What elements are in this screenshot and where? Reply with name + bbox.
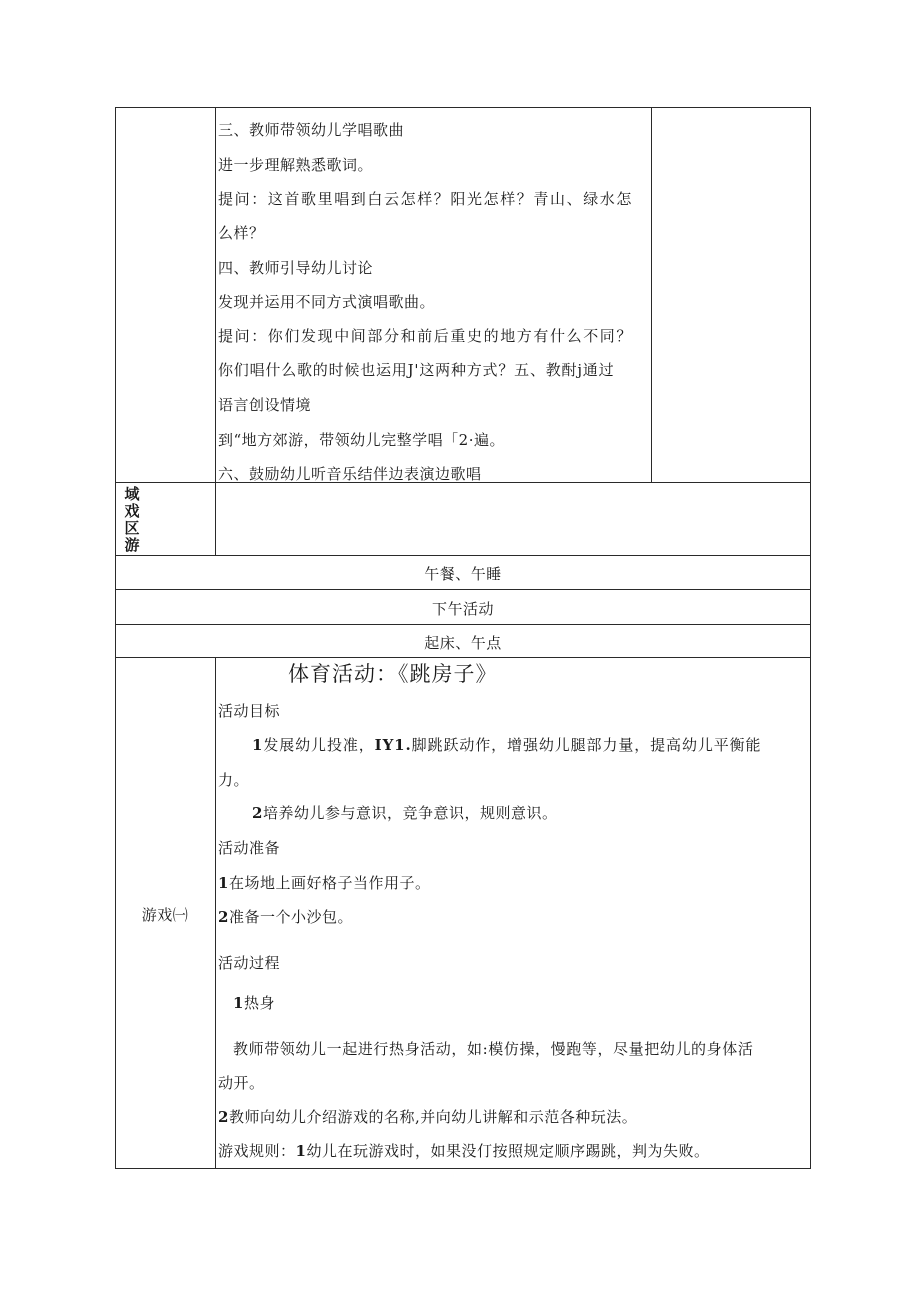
activity-title: 体育活动：《跳房子》 [288, 662, 498, 686]
prep-1 [218, 873, 430, 893]
goal-1-number: 1 [252, 736, 264, 754]
divider-col1-bottom [215, 658, 216, 1169]
goal-1-bold: IY1. [374, 736, 412, 754]
hline-4 [115, 589, 811, 590]
text-line: 么样？ [218, 224, 265, 242]
intro [218, 1107, 637, 1127]
goal-2-number: 2 [252, 804, 263, 822]
warmup-text: 热身 [243, 994, 275, 1012]
label-char: 域 [124, 485, 140, 503]
text-line: 发现并运用不同方式演唱歌曲。 [218, 293, 436, 311]
text-line: 提问：你们发现中间部分和前后重史的地方有什么不同？ [218, 327, 634, 345]
rule-number: 1 [295, 1142, 307, 1160]
goal-1-cont: 力。 [218, 771, 250, 789]
text-line: 到“地方郊游，带领幼儿完整学唱「2·遍。 [218, 431, 505, 449]
warmup-desc-cont: 动开。 [218, 1074, 265, 1092]
text-line: 提问：这首歌里唱到白云怎样？阳光怎样？青山、绿水怎 [218, 190, 634, 208]
label-char: 戏 [124, 502, 140, 520]
game-label: 游戏㈠ [141, 906, 189, 924]
lunch-row: 午餐、午睡 [424, 565, 502, 583]
text-line: 三、教师带领幼儿学唱歌曲 [218, 121, 405, 139]
text-line: 四、教师引导幼儿讨论 [218, 259, 374, 277]
intro-number: 2 [218, 1108, 229, 1126]
prep-1-text: 在场地上画好格子当作用子。 [228, 874, 431, 892]
goal-2 [252, 803, 557, 823]
process-heading: 活动过程 [218, 954, 281, 972]
text-line: 六、鼓励幼儿听音乐结伴边表演边歌唱 [218, 465, 482, 483]
goal-1 [252, 735, 761, 755]
prep-heading: 活动准备 [218, 839, 281, 857]
rule-label: 游戏规则： [218, 1142, 296, 1160]
rule-text: 幼儿在玩游戏时，如果没仃按照规定顺序踢跳，判为失败。 [306, 1142, 710, 1160]
text-line: 语言创设情境 [218, 396, 312, 414]
hline-top [115, 107, 811, 108]
divider-col3-top [651, 107, 652, 483]
warmup-desc: 教师带领幼儿一起进行热身活动，如:模仿操，慢跑等，尽量把幼儿的身体活 [233, 1040, 754, 1058]
goal-heading: 活动目标 [218, 702, 281, 720]
game-rule [218, 1141, 709, 1161]
divider-col1-top [215, 107, 216, 555]
text-line: 你们唱什么歌的时候也运用J'这两种方式？五、教酎j通过 [218, 361, 615, 379]
text-line: 进一步理解熟悉歌词。 [218, 156, 374, 174]
wakeup-row: 起床、午点 [424, 634, 502, 652]
hline-6 [115, 657, 811, 658]
warmup-number: 1 [233, 994, 244, 1012]
label-char: 区 [124, 519, 140, 537]
goal-1-text-a: 发展幼儿投准， [263, 736, 375, 754]
goal-1-text-b: 脚跳跃动作，增强幼儿腿部力量，提高幼儿平衡能 [411, 736, 762, 754]
label-char: 游 [124, 536, 140, 554]
prep-2-number: 2 [218, 908, 229, 926]
hline-bottom [115, 1168, 811, 1169]
intro-text: 教师向幼儿介绍游戏的名称,并向幼儿讲解和示范各种玩法。 [228, 1108, 638, 1126]
prep-2-text: 准备一个小沙包。 [228, 908, 353, 926]
warmup [233, 993, 275, 1013]
hline-3 [115, 555, 811, 556]
afternoon-row: 下午活动 [431, 600, 494, 618]
prep-2 [218, 907, 353, 927]
prep-1-number: 1 [218, 874, 229, 892]
area-game-label [120, 486, 144, 554]
hline-5 [115, 624, 811, 625]
goal-2-text: 培养幼儿参与意识，竞争意识，规则意识。 [262, 804, 558, 822]
